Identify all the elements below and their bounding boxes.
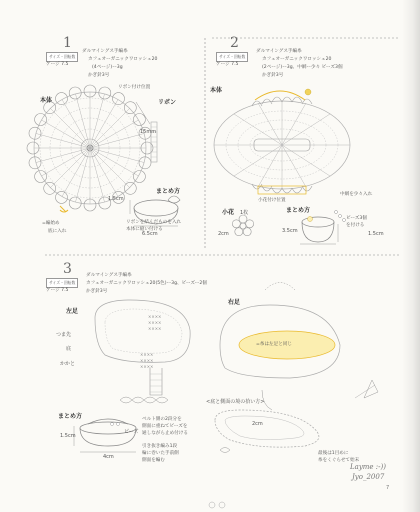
- section-3-right-foot-label: 右足: [228, 299, 241, 306]
- svg-text:××××: ××××: [140, 352, 154, 357]
- section-3-finish-label: まとめ方: [58, 413, 83, 420]
- footer-credit-1: Layme :-)): [350, 463, 386, 471]
- section-2-dim-3-5cm: 3.5cm: [282, 228, 298, 234]
- svg-text:××××: ××××: [148, 320, 162, 325]
- section-3-note-3: 通しながら止め付ける: [142, 431, 188, 436]
- section-1-yarn-1: ダルマイングス手編糸: [82, 49, 128, 54]
- section-2-dim-1-5cm: 1.5cm: [368, 231, 384, 237]
- section-3-yarn-2: カフェオーガニックワロッシェ20(5色)ー3g、ビーズー2個: [86, 281, 207, 286]
- footer-credit-2: Jyo_2007: [352, 473, 385, 481]
- section-1-note-start: =編始め: [42, 221, 60, 226]
- svg-text:××××: ××××: [148, 314, 162, 319]
- section-2-yarn-2: カフェオーガニックワロッシェ20: [262, 57, 332, 62]
- section-2-number: 2: [230, 35, 239, 51]
- section-3-note-4: 引き抜き編み1段: [142, 444, 178, 449]
- section-3-note-6: 側面を編む: [142, 458, 165, 463]
- section-3-note-2: 側面に重ねてビーズを: [142, 424, 188, 429]
- section-1-note-a: リボンを結んだものを入れ: [126, 220, 182, 225]
- section-3-note-1: ベルト側の2段分を: [142, 417, 182, 422]
- section-2-flower-count: 1枚: [240, 210, 249, 216]
- motif-2-oval-body: [214, 89, 350, 194]
- section-1-hook: かぎ針3号: [88, 73, 110, 78]
- finish-sketch-3: [74, 419, 136, 452]
- section-3-beads: ビーズ: [124, 429, 139, 435]
- finish-sketch-2: [300, 211, 346, 245]
- section-3-number: 3: [63, 261, 72, 277]
- page-fold-shadow: [402, 0, 420, 512]
- section-2-finish-label: まとめ方: [286, 207, 311, 214]
- svg-text:××××: ××××: [148, 326, 162, 331]
- section-3-left-foot-label: 左足: [66, 308, 79, 315]
- section-3-note-5: 輪に巻いた手前側: [142, 451, 179, 456]
- section-1-dim-1-5cm: 1.5cm: [108, 196, 124, 202]
- svg-text:××××: ××××: [140, 358, 154, 363]
- section-3-note-heading: <底と側面の境の拾い方>: [206, 399, 265, 405]
- section-1-yarn-3: (4ページ)ー3g: [92, 65, 123, 70]
- page-number: 7: [386, 485, 390, 491]
- svg-text:××××: ××××: [140, 364, 154, 369]
- section-1-finish-label: まとめ方: [156, 188, 181, 195]
- section-2-note-b: ビーズ3個: [346, 216, 367, 221]
- motif-1-round-body: [27, 85, 153, 212]
- section-3-gauge: ゲージ 7.5: [46, 288, 69, 293]
- section-3-yarn-1: ダルマイングス手編糸: [86, 273, 132, 278]
- section-1-note-b: 本体に縫い付ける: [126, 227, 163, 232]
- section-2-note-a: 中網を少々入れ: [340, 192, 373, 197]
- section-2-gauge: ゲージ 7.5: [216, 62, 239, 67]
- section-3-note-7: 最後は1目めに: [318, 451, 349, 456]
- section-2-note-c: を付ける: [346, 223, 365, 228]
- section-1-size-label: サイズ・回転数: [46, 52, 78, 62]
- section-1-ribbon-label: リボン: [158, 99, 177, 106]
- section-3-dim-4cm: 4cm: [103, 454, 114, 460]
- section-1-gauge: ゲージ 7.5: [46, 62, 69, 67]
- section-1-ribbon-pos-label: リボン付け位置: [118, 85, 151, 90]
- section-2-yarn-1: ダルマイングス手編糸: [256, 49, 302, 54]
- section-3-size-label: サイズ・回転数: [46, 278, 78, 288]
- section-2-dim-2cm: 2cm: [218, 231, 229, 237]
- section-2-flower-pos-note: 小花付け位置: [258, 198, 286, 203]
- left-foot-diagram: [95, 300, 190, 403]
- section-3-dim-1-5cm: 1.5cm: [60, 433, 76, 439]
- section-1-yarn-2: カフェオーガニックワロッシェ20: [88, 57, 158, 62]
- section-2-hook: かぎ針3号: [262, 73, 284, 78]
- section-2-size-label: サイズ・回転数: [216, 52, 248, 62]
- section-3-dim-2cm: 2cm: [252, 421, 263, 427]
- section-2-flower-label: 小花: [222, 209, 235, 216]
- section-1-dim-6-5cm: 6.5cm: [142, 231, 158, 237]
- section-3-toe-label: つま先: [56, 332, 72, 338]
- section-3-heel-label: かかと: [60, 361, 76, 367]
- section-1-body-label: 本体: [40, 97, 53, 104]
- section-1-note-c: 底に入れ: [48, 229, 67, 234]
- section-3-note-8: 糸をくぐらせて始末: [318, 458, 360, 463]
- section-1-number: 1: [63, 35, 72, 51]
- section-3-hook: かぎ針3号: [86, 289, 108, 294]
- section-2-yarn-3: (2ページ)ー3g、中網ー少々 ビーズ3個: [262, 65, 343, 70]
- section-1-dim-15mm: 15mm: [140, 129, 157, 135]
- section-3-yellow-note: =糸は左足と同じ: [256, 342, 293, 347]
- section-2-body-label: 本体: [210, 87, 223, 94]
- right-foot-diagram: [220, 283, 378, 411]
- section-3-bottom-label: 底: [66, 346, 72, 352]
- boundary-detail-sketch: [209, 410, 319, 508]
- small-flower: [232, 215, 253, 236]
